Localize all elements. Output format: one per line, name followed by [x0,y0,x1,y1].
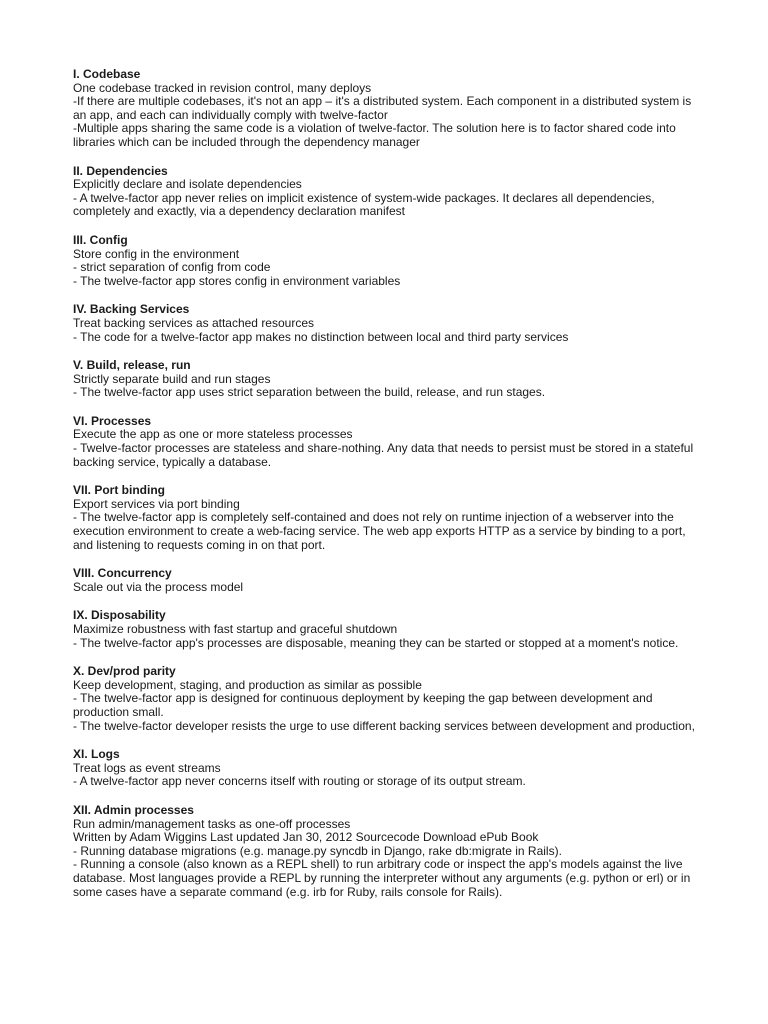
section-title: I. Codebase [73,67,141,81]
section-line: - Running a console (also known as a REPL shell) to run arbitrary code or inspect the app's models against the live database. Most languages provide a REPL by running the interpreter without any arguments (e.g. python or erl) or in some cases have a separate command (e.g. irb for Ruby, rails console for Rails). [73,857,691,899]
section-line: One codebase tracked in revision control, many deploys [73,80,372,95]
section-processes [73,415,701,469]
section-admin-processes [73,804,701,899]
section-line: - The twelve-factor developer resists the urge to use different backing services between development and production, [73,718,695,733]
section-line: - The code for a twelve-factor app makes no distinction between local and third party services [73,329,569,344]
section-line: Run admin/management tasks as one-off processes [73,816,351,831]
section-title: VIII. Concurrency [73,566,172,581]
section-line: Explicitly declare and isolate dependencies [73,177,302,192]
section-title: VI. Processes [73,413,152,428]
section-line: Maximize robustness with fast startup and graceful shutdown [73,622,398,636]
section-title: IX. Disposability [73,608,166,623]
section-codebase [73,68,701,150]
section-line: Written by Adam Wiggins Last updated Jan 30, 2012 Sourcecode Download ePub Book [73,830,539,845]
section-config [73,234,701,288]
section-disposability [73,609,701,650]
section-line: -If there are multiple codebases, it's not an app – it's a distributed system. Each component in a distributed system is an app, and each can individually comply with twelve-factor [73,94,692,122]
section-logs [73,748,701,789]
section-line: - The twelve-factor app is designed for continuous deployment by keeping the gap between development and production small. [73,691,653,719]
section-port-binding [73,484,701,552]
section-line: - A twelve-factor app never concerns itself with routing or storage of its output stream. [73,774,526,789]
section-line: - The twelve-factor app stores config in environment variables [73,273,401,288]
section-dependencies [73,165,701,219]
section-line: Execute the app as one or more stateless processes [73,427,353,442]
section-build-release-run [73,359,701,400]
section-line: - The twelve-factor app is completely self-contained and does not rely on runtime injection of a webserver into the execution environment to create a web-facing service. The web app exports HTTP as a service by binding to a port, and listening to requests coming in on that port. [73,510,686,552]
document-page [73,68,701,914]
section-line: Keep development, staging, and production as similar as possible [73,677,422,692]
section-line: - strict separation of config from code [73,260,271,275]
section-title: III. Config [73,232,128,247]
section-line: - The twelve-factor app uses strict separation between the build, release, and run stages. [73,385,546,400]
section-line: Store config in the environment [73,246,240,261]
section-title: XII. Admin processes [73,802,194,817]
section-line: Strictly separate build and run stages [73,371,271,386]
section-line: Export services via port binding [73,496,240,511]
section-line: - Twelve-factor processes are stateless and share-nothing. Any data that needs to persist must be stored in a stateful backing service, typically a database. [73,441,694,469]
section-title: IV. Backing Services [73,302,190,317]
section-line: Scale out via the process model [73,579,244,594]
section-title: X. Dev/prod parity [73,664,176,679]
section-line: - Running database migrations (e.g. manage.py syncdb in Django, rake db:migrate in Rails). [73,843,562,858]
section-line: - A twelve-factor app never relies on implicit existence of system-wide packages. It declares all dependencies, completely and exactly, via a dependency declaration manifest [73,190,655,219]
section-title: XI. Logs [73,747,120,762]
section-title: VII. Port binding [73,483,165,498]
section-concurrency [73,567,701,594]
section-line: - The twelve-factor app's processes are disposable, meaning they can be started or stopped at a moment's notice. [73,635,679,650]
section-backing-services [73,303,701,344]
section-line: Treat logs as event streams [73,760,221,775]
section-title: V. Build, release, run [73,358,191,373]
section-dev-prod-parity [73,665,701,733]
section-title: II. Dependencies [73,163,168,178]
section-line: Treat backing services as attached resources [73,315,315,330]
section-line: -Multiple apps sharing the same code is a violation of twelve-factor. The solution here is to factor shared code into libraries which can be included through the dependency manager [73,121,676,149]
